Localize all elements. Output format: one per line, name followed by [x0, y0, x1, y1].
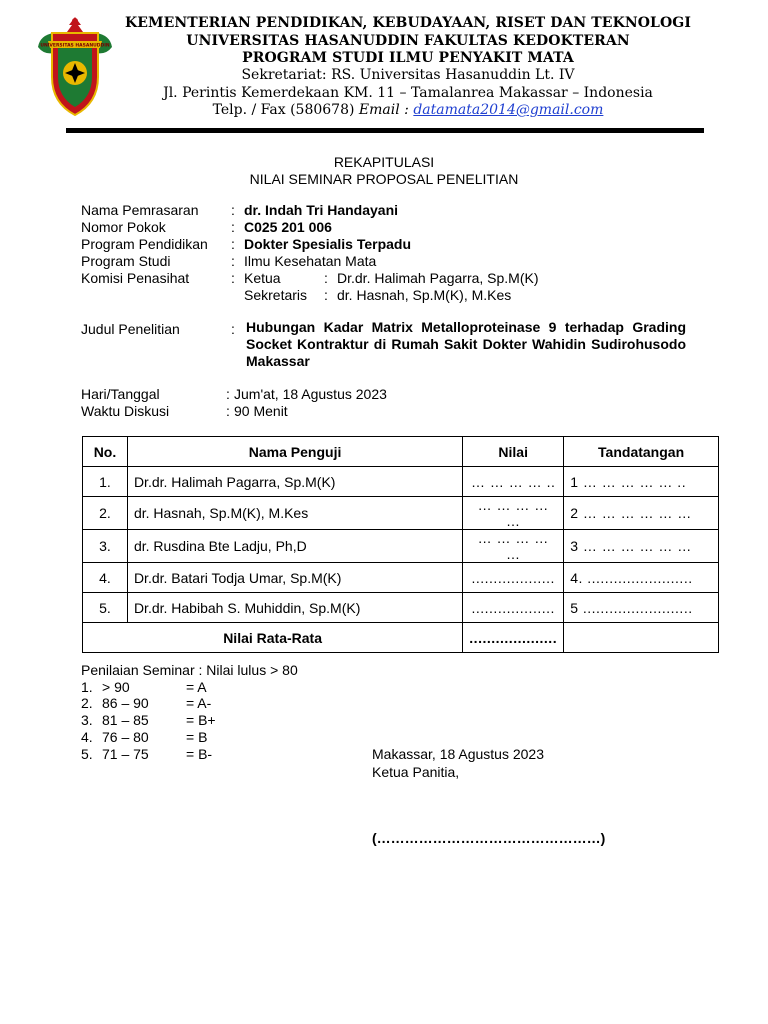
row-no: 1. [83, 467, 128, 497]
grading-grade: = B- [186, 746, 213, 762]
document-subtitle: NILAI SEMINAR PROPOSAL PENELITIAN [249, 171, 519, 187]
ministry-heading: KEMENTERIAN PENDIDIKAN, KEBUDAYAAN, RISET DAN TEKNOLOGI [125, 15, 691, 31]
grading-heading: Penilaian Seminar : Nilai lulus > 80 [81, 662, 298, 678]
grading-range: 76 – 80 [102, 729, 149, 745]
svg-text:UNIVERSITAS HASANUDDIN: UNIVERSITAS HASANUDDIN [40, 43, 110, 49]
grading-range: 86 – 90 [102, 695, 149, 711]
row-signature-field[interactable]: 4. ........................ [564, 563, 719, 593]
nomor-label: Nomor Pokok [81, 219, 166, 235]
signature-role: Ketua Panitia, [372, 764, 460, 780]
table-row [83, 530, 719, 563]
row-nama: Dr.dr. Habibah S. Muhiddin, Sp.M(K) [127, 593, 462, 623]
signature-blank-field[interactable]: (…………………………………………) [372, 830, 606, 846]
judul-value: Hubungan Kadar Matrix Metalloproteinase 9 terhadap Grading Socket Kontraktur di Rumah Sakit Dokter Wahidin Sudirohusodo Makassar [246, 319, 686, 369]
table-row [83, 563, 719, 593]
grading-num: 2. [81, 695, 93, 711]
examiner-table [82, 436, 719, 653]
university-logo [34, 15, 116, 121]
grading-num: 1. [81, 679, 93, 695]
waktu-label: Waktu Diskusi [81, 403, 170, 419]
header-nilai: Nilai [463, 437, 564, 467]
row-nama: Dr.dr. Halimah Pagarra, Sp.M(K) [127, 467, 462, 497]
grading-range: 81 – 85 [102, 712, 149, 728]
average-label: Nilai Rata-Rata [83, 623, 463, 653]
row-no: 5. [83, 593, 128, 623]
row-nama: Dr.dr. Batari Todja Umar, Sp.M(K) [127, 563, 462, 593]
address-line: Jl. Perintis Kemerdekaan KM. 11 – Tamalanrea Makassar – Indonesia [163, 85, 653, 101]
email-link[interactable]: datamata2014@gmail.com [413, 102, 604, 118]
nomor-value: C025 201 006 [244, 219, 332, 235]
phone-fax: Telp. / Fax (580678) [212, 102, 355, 118]
row-no: 2. [83, 497, 128, 530]
grading-grade: = B+ [186, 712, 216, 728]
table-row [83, 593, 719, 623]
grading-grade: = A- [186, 695, 212, 711]
row-no: 3. [83, 530, 128, 563]
program-heading: PROGRAM STUDI ILMU PENYAKIT MATA [242, 50, 574, 66]
table-row [83, 497, 719, 530]
row-no: 4. [83, 563, 128, 593]
secretariat-line: Sekretariat: RS. Universitas Hasanuddin Lt. IV [241, 67, 575, 83]
grading-num: 3. [81, 712, 93, 728]
table-footer-row [83, 623, 719, 653]
row-nilai-field[interactable]: … … … … .. [463, 467, 564, 497]
row-signature-field[interactable]: 2 … … … … … … [564, 497, 719, 530]
komisi-label: Komisi Penasihat [81, 270, 190, 286]
program-value: Dokter Spesialis Terpadu [244, 236, 412, 252]
contact-line [108, 102, 708, 118]
nama-label: Nama Pemrasaran [81, 202, 199, 218]
table-header-row [83, 437, 719, 467]
hari-value: Jum'at, 18 Agustus 2023 [234, 386, 387, 402]
letterhead-rule [66, 128, 704, 133]
ketua-label: Ketua [244, 270, 281, 286]
grading-num: 5. [81, 746, 93, 762]
average-value-field[interactable]: .................... [463, 623, 564, 653]
row-nilai-field[interactable]: … … … … … [463, 497, 564, 530]
row-nama: dr. Hasnah, Sp.M(K), M.Kes [127, 497, 462, 530]
grading-num: 4. [81, 729, 93, 745]
row-nilai-field[interactable]: … … … … … [463, 530, 564, 563]
document-title: REKAPITULASI [333, 154, 435, 170]
ketua-value: Dr.dr. Halimah Pagarra, Sp.M(K) [337, 270, 539, 286]
university-heading: UNIVERSITAS HASANUDDIN FAKULTAS KEDOKTERAN [186, 33, 630, 49]
grading-item [81, 729, 281, 745]
studi-label: Program Studi [81, 253, 171, 269]
grading-grade: = B [186, 729, 208, 745]
waktu-value: 90 Menit [234, 403, 288, 419]
grading-item [81, 712, 281, 728]
row-nama: dr. Rusdina Bte Ladju, Ph,D [127, 530, 462, 563]
studi-value: Ilmu Kesehatan Mata [244, 253, 377, 269]
row-nilai-field[interactable]: ................... [463, 593, 564, 623]
program-label: Program Pendidikan [81, 236, 208, 252]
nama-value: dr. Indah Tri Handayani [244, 202, 399, 218]
header-nama: Nama Penguji [127, 437, 462, 467]
row-signature-field[interactable]: 3 … … … … … … [564, 530, 719, 563]
grading-item [81, 695, 281, 711]
grading-grade: = A [186, 679, 207, 695]
grading-item [81, 679, 281, 695]
email-label: Email : [358, 102, 409, 118]
grading-range: > 90 [102, 679, 130, 695]
sekretaris-label: Sekretaris [244, 287, 308, 303]
header-no: No. [83, 437, 128, 467]
grading-item [81, 746, 281, 762]
hari-label: Hari/Tanggal [81, 386, 160, 402]
row-signature-field[interactable]: 5 ......................... [564, 593, 719, 623]
signature-place-date: Makassar, 18 Agustus 2023 [372, 746, 544, 762]
sekretaris-value: dr. Hasnah, Sp.M(K), M.Kes [337, 287, 512, 303]
average-empty-cell [564, 623, 719, 653]
judul-label: Judul Penelitian [81, 321, 180, 337]
row-signature-field[interactable]: 1 … … … … … .. [564, 467, 719, 497]
table-row [83, 467, 719, 497]
row-nilai-field[interactable]: ................... [463, 563, 564, 593]
grading-range: 71 – 75 [102, 746, 149, 762]
header-ttd: Tandatangan [564, 437, 719, 467]
